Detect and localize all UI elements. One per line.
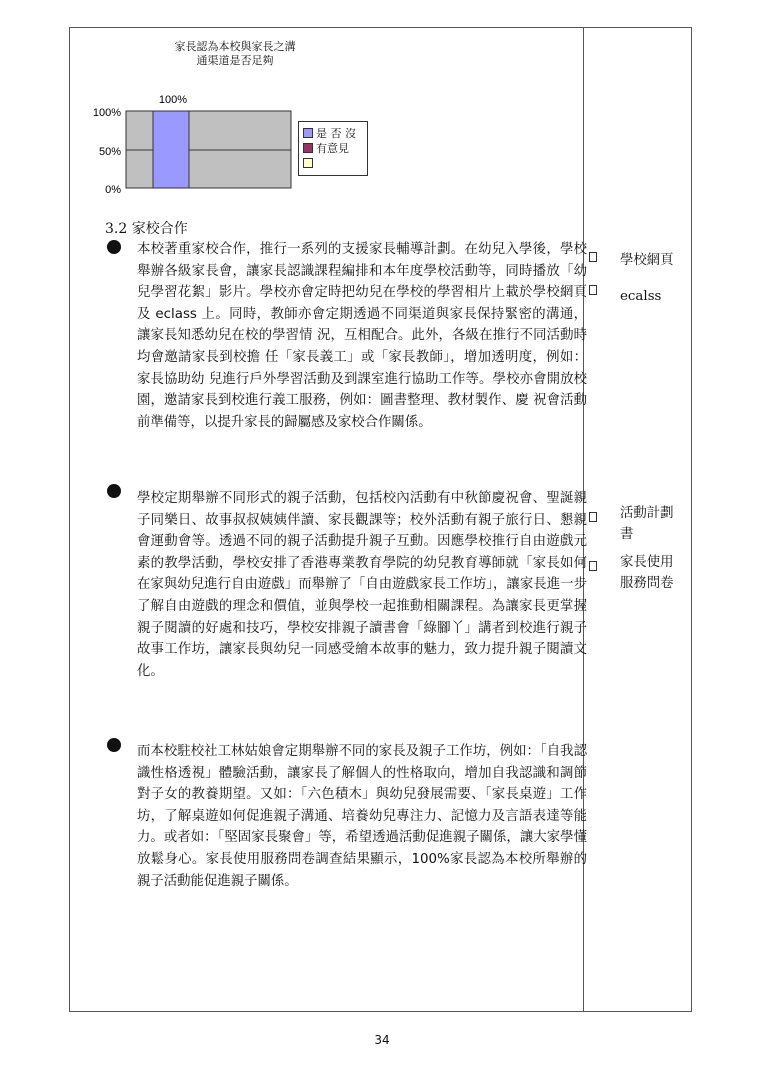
paragraph-3: 而本校駐校社工林姑娘會定期舉辦不同的家長及親子工作坊，例如：「自我認識性格透視」體驗活動，讓家長了解個人的性格取向，增加自我認識和調節對子女的教養期望。又如：「六色積木」與幼兒發展需要、「家長桌遊」工作坊，了解桌遊如何促進親子溝通、培養幼兒專注力、記憶力及言語表達等能力。或者如：「堅固家長聚會」等，希望透過活動促進親子關係，讓大家學懂放鬆身心。家長使用服務問卷調查結果顯示，100%家長認為本校所舉辦的親子活動能促進親子關係。 xyxy=(137,744,587,889)
chart-legend xyxy=(298,121,368,176)
side-note-eclass: ecalss xyxy=(620,289,662,304)
bar-yes xyxy=(153,111,189,188)
checkbox-icon xyxy=(589,252,597,262)
paragraph-2: 學校定期舉辦不同形式的親子活動，包括校內活動有中秋節慶祝會、聖誕親子同樂日、故事叔叔姨姨伴讀、家長觀課等；校外活動有親子旅行日、懇親會運動會等。透過不同的親子活動提升親子互動。因應學校推行自由遊戲元素的教學活動，學校安排了香港專業教育學院的幼兒教育導師就「家長如何在家與幼兒進行自由遊戲」而舉辦了「自由遊戲家長工作坊」，讓家長進一步了解自由遊戲的理念和價值，並與學校一起推動相關課程。為讓家長更掌握親子閱讀的好處和技巧，學校安排親子讀書會「綠腳丫」講者到校進行親子故事工作坊，讓家長與幼兒一同感受繪本故事的魅力，致力提升親子閱讀文化。 xyxy=(137,491,587,679)
ytick-label-0: 0% xyxy=(105,184,121,196)
chart-title: 家長認為本校與家長之溝 通渠道是否足夠 xyxy=(174,40,296,67)
ytick-label-100: 100% xyxy=(92,107,121,119)
checkbox-icon xyxy=(589,285,597,295)
bullet-icon xyxy=(107,240,121,254)
legend-item-no: 有意見 xyxy=(303,140,363,155)
side-note-parent-survey: 家長使用 服務問卷 xyxy=(620,555,674,591)
legend-item-no-opinion xyxy=(303,155,363,170)
legend-swatch-yes xyxy=(303,128,313,138)
ytick-label-50: 50% xyxy=(98,146,121,158)
side-note-activity-plan: 活動計劃 書 xyxy=(620,506,674,542)
bar-chart xyxy=(80,90,300,200)
checkbox-icon xyxy=(589,561,597,571)
legend-item-yes: 是 否 沒 xyxy=(303,125,363,140)
checkbox-icon xyxy=(589,512,597,522)
bullet-icon xyxy=(107,484,121,498)
bullet-icon xyxy=(107,738,121,752)
page-number: 34 xyxy=(374,1033,390,1047)
legend-swatch-no xyxy=(303,143,313,153)
section-title: 3.2 家校合作 xyxy=(105,221,188,237)
legend-swatch-no-opinion xyxy=(303,158,313,168)
side-note-school-website: 學校網頁 xyxy=(620,253,674,268)
bar-data-label: 100% xyxy=(158,94,188,106)
paragraph-1: 本校著重家校合作，推行一系列的支援家長輔導計劃。在幼兒入學後，學校舉辦各級家長會，讓家長認識課程編排和本年度學校活動等，同時播放「幼兒學習花絮」影片。學校亦會定時把幼兒在學校的學習相片上載於學校網頁及 eclass 上。同時，教師亦會定期透過不同渠道與家長保持緊密的溝通，讓家長知悉幼兒在校的學習情 況，互相配合。此外，各級在推行不同活動時均會邀請家長到校擔 任「家長義工」或「家長教師」，增加透明度，例如：家長協助幼 兒進行戶外學習活動及到課室進行協助工作等。學校亦會開放校 園，邀請家長到校進行義工服務，例如：圖書整理、教材製作、慶 祝會活動前準備等，以提升家長的歸屬感及家校合作關係。 xyxy=(137,242,587,430)
